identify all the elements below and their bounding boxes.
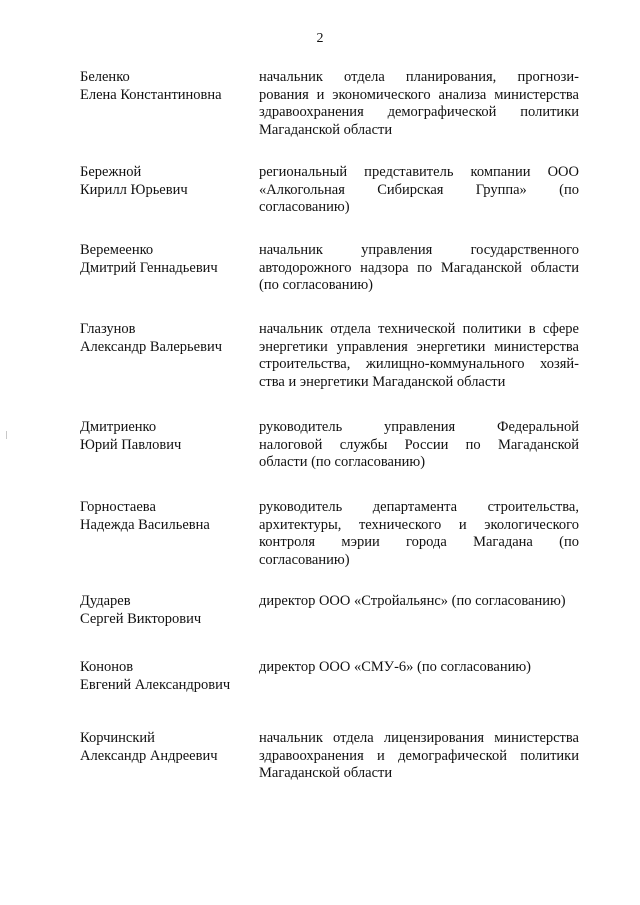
person-name — [80, 242, 255, 277]
position-line: ства и энергетики Магаданской области — [259, 373, 506, 390]
position-line: согласованию) — [259, 199, 350, 215]
position-line: руководитель департамента строительства, — [259, 499, 579, 515]
person-name — [80, 321, 255, 356]
position-description — [259, 730, 579, 783]
given-names: Сергей Викторович — [80, 610, 202, 627]
given-names: Надежда Васильевна — [80, 516, 210, 533]
position-line: начальник отдела лицензирования министерства — [259, 730, 579, 746]
surname: Дударев — [80, 593, 131, 609]
surname: Дмитриенко — [80, 419, 157, 435]
given-names: Елена Константиновна — [80, 86, 222, 103]
position-line: Магаданской области — [259, 121, 393, 138]
position-line: контроля мэрии города Магадана (по — [259, 534, 579, 550]
position-line: области (по согласованию) — [259, 454, 426, 470]
position-line: строительства, жилищно-коммунального хозяй- — [259, 356, 579, 372]
position-line: здравоохранения и демографической политики — [259, 747, 579, 764]
margin-mark — [6, 431, 7, 439]
person-name — [80, 730, 255, 765]
position-line: руководитель управления Федеральной — [259, 419, 579, 435]
person-name — [80, 419, 255, 454]
position-line: директор ООО «СМУ-6» (по согласованию) — [259, 659, 532, 675]
position-line: Магаданской области — [259, 765, 393, 781]
position-line: автодорожного надзора по Магаданской области — [259, 259, 579, 276]
position-line: рования и экономического анализа министерства — [259, 86, 579, 103]
surname: Кононов — [80, 659, 134, 675]
position-line: налоговой службы России по Магаданской — [259, 436, 579, 453]
person-name — [80, 593, 255, 628]
position-description — [259, 242, 579, 295]
position-line: здравоохранения демографической политики — [259, 104, 579, 120]
position-line: (по согласованию) — [259, 277, 373, 293]
person-name — [80, 164, 255, 199]
position-line: директор ООО «Стройальянс» (по согласованию) — [259, 593, 566, 609]
person-name — [80, 69, 255, 104]
given-names: Евгений Александрович — [80, 676, 231, 693]
surname: Беленко — [80, 69, 130, 85]
position-line: энергетики управления энергетики министерства — [259, 338, 579, 355]
surname: Горностаева — [80, 499, 156, 515]
position-description — [259, 69, 579, 139]
surname: Бережной — [80, 164, 142, 180]
position-line: согласованию) — [259, 551, 350, 568]
given-names: Александр Андреевич — [80, 747, 218, 764]
position-line: архитектуры, технического и экологического — [259, 516, 579, 533]
surname: Корчинский — [80, 730, 155, 746]
position-description — [259, 593, 579, 611]
position-line: «Алкогольная Сибирская Группа» (по — [259, 181, 579, 198]
given-names: Юрий Павлович — [80, 436, 182, 453]
position-description — [259, 321, 579, 391]
position-line: начальник управления государственного — [259, 242, 579, 258]
position-line: начальник отдела планирования, прогнози- — [259, 69, 579, 85]
page-number: 2 — [316, 31, 324, 46]
position-line: начальник отдела технической политики в сфере — [259, 321, 579, 337]
surname: Глазунов — [80, 321, 136, 337]
position-description — [259, 659, 579, 677]
person-name — [80, 499, 255, 534]
position-description — [259, 164, 579, 217]
person-name — [80, 659, 255, 694]
position-line: региональный представитель компании ООО — [259, 164, 579, 180]
given-names: Дмитрий Геннадьевич — [80, 259, 218, 276]
given-names: Кирилл Юрьевич — [80, 181, 188, 198]
surname: Веремеенко — [80, 242, 154, 258]
position-description — [259, 419, 579, 472]
position-description — [259, 499, 579, 569]
given-names: Александр Валерьевич — [80, 338, 222, 355]
